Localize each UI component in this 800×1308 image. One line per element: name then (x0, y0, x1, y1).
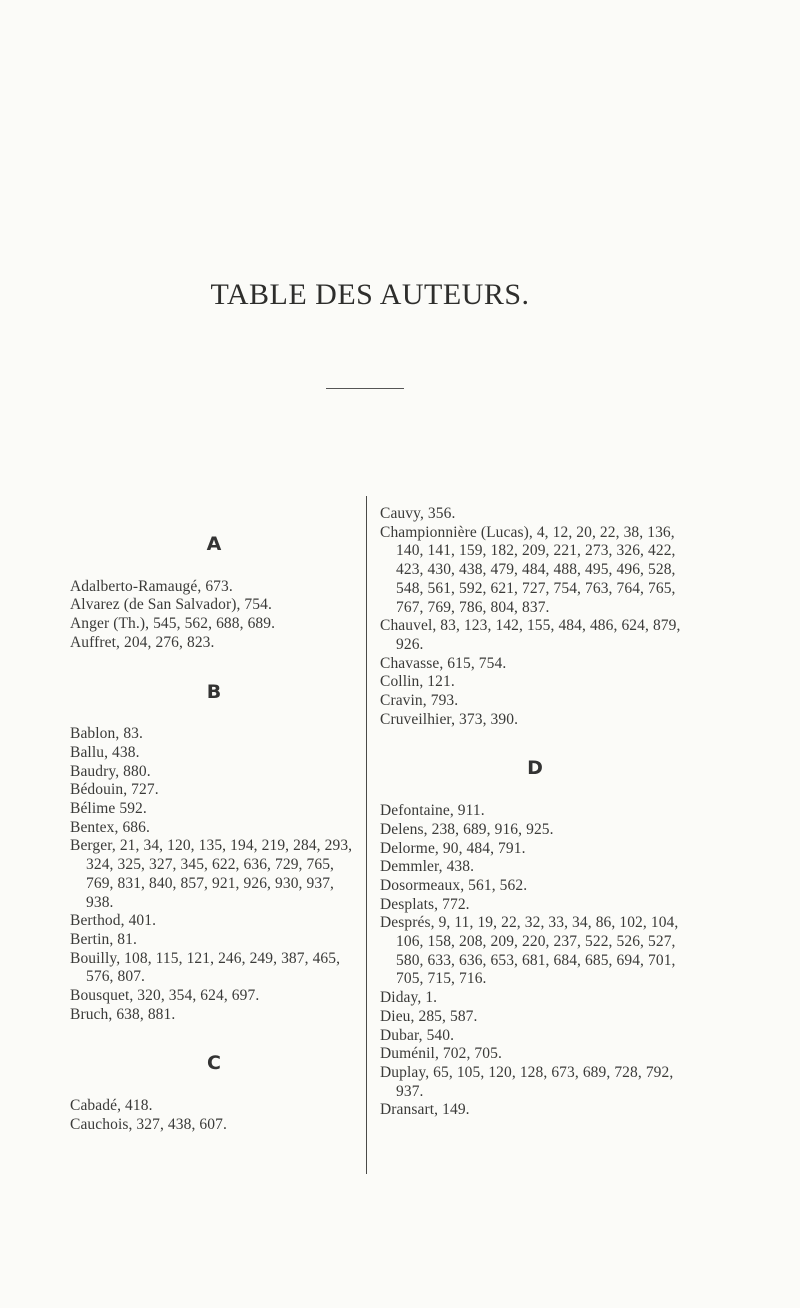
index-entry: Desplats, 772. (380, 895, 470, 913)
index-entry: Dransart, 149. (380, 1101, 470, 1119)
title-rule (326, 388, 404, 389)
index-entry: Bablon, 83. (70, 725, 143, 743)
index-entry: Bruch, 638, 881. (70, 1005, 176, 1023)
index-entry: Baudry, 880. (70, 762, 151, 780)
index-entry: Championnière (Lucas), 4, 12, 20, 22, 38, 136, 140, 141, 159, 182, 209, 221, 273, 326, 422, 423, 430, 438, 479, 484, 488, 495, 496, 528, 548, 561, 592, 621, 727, 754, 763, 764, 765, 767, 769, 786, 804, 837. (380, 523, 676, 616)
right-column (380, 505, 690, 1120)
index-entry: Demmler, 438. (380, 858, 475, 876)
index-entry: Delorme, 90, 484, 791. (380, 839, 526, 857)
index-entry: Collin, 121. (380, 673, 455, 691)
letter-heading-b: B (206, 680, 222, 703)
index-entry: Anger (Th.), 545, 562, 688, 689. (70, 615, 276, 633)
index-entry: Cravin, 793. (380, 692, 459, 710)
index-entry: Adalberto-Ramaugé, 673. (70, 577, 233, 595)
index-entry: Bélime 592. (70, 800, 147, 818)
index-entry: Bédouin, 727. (70, 781, 159, 799)
index-entry: Dubar, 540. (380, 1026, 455, 1044)
letter-heading-d: D (527, 757, 543, 780)
index-entry: Berthod, 401. (70, 912, 157, 930)
index-entry: Duplay, 65, 105, 120, 128, 673, 689, 728, 792, 937. (380, 1063, 674, 1100)
index-entry: Cauchois, 327, 438, 607. (70, 1115, 227, 1133)
index-entry: Berger, 21, 34, 120, 135, 194, 219, 284, 293, 324, 325, 327, 345, 622, 636, 729, 765, 769, 831, 840, 857, 921, 926, 930, 937, 938. (70, 837, 353, 911)
index-entry: Cabadé, 418. (70, 1097, 153, 1115)
index-entry: Alvarez (de San Salvador), 754. (70, 596, 272, 614)
index-entry: Ballu, 438. (70, 743, 140, 761)
letter-heading-a: A (206, 533, 222, 555)
index-entry: Dosormeaux, 561, 562. (380, 876, 528, 894)
index-entry: Duménil, 702, 705. (380, 1045, 502, 1063)
column-divider (366, 496, 367, 1174)
index-entry: Auffret, 204, 276, 823. (70, 633, 215, 651)
index-entry: Defontaine, 911. (380, 802, 485, 820)
index-entry: Delens, 238, 689, 916, 925. (380, 820, 554, 838)
index-entry: Diday, 1. (380, 989, 438, 1007)
index-entry: Chauvel, 83, 123, 142, 155, 484, 486, 624, 879, 926. (380, 617, 681, 653)
index-entry: Cauvy, 356. (380, 505, 456, 522)
index-entry: Dieu, 285, 587. (380, 1007, 478, 1025)
index-entry: Bertin, 81. (70, 930, 137, 948)
index-entry: Després, 9, 11, 19, 22, 32, 33, 34, 86, 102, 104, 106, 158, 208, 209, 220, 237, 522, 526, 527, 580, 633, 636, 653, 681, 684, 685, 694, 701, 705, 715, 716. (380, 914, 679, 988)
left-column (70, 505, 358, 1135)
index-entry: Bentex, 686. (70, 818, 150, 836)
index-entry: Cruveilhier, 373, 390. (380, 710, 519, 728)
index-entry: Bousquet, 320, 354, 624, 697. (70, 987, 260, 1005)
index-entry: Bouilly, 108, 115, 121, 246, 249, 387, 465, 576, 807. (70, 949, 341, 986)
index-entry: Chavasse, 615, 754. (380, 654, 507, 672)
letter-heading-c: C (207, 1052, 221, 1075)
page-title: TABLE DES AUTEURS. (210, 278, 530, 311)
